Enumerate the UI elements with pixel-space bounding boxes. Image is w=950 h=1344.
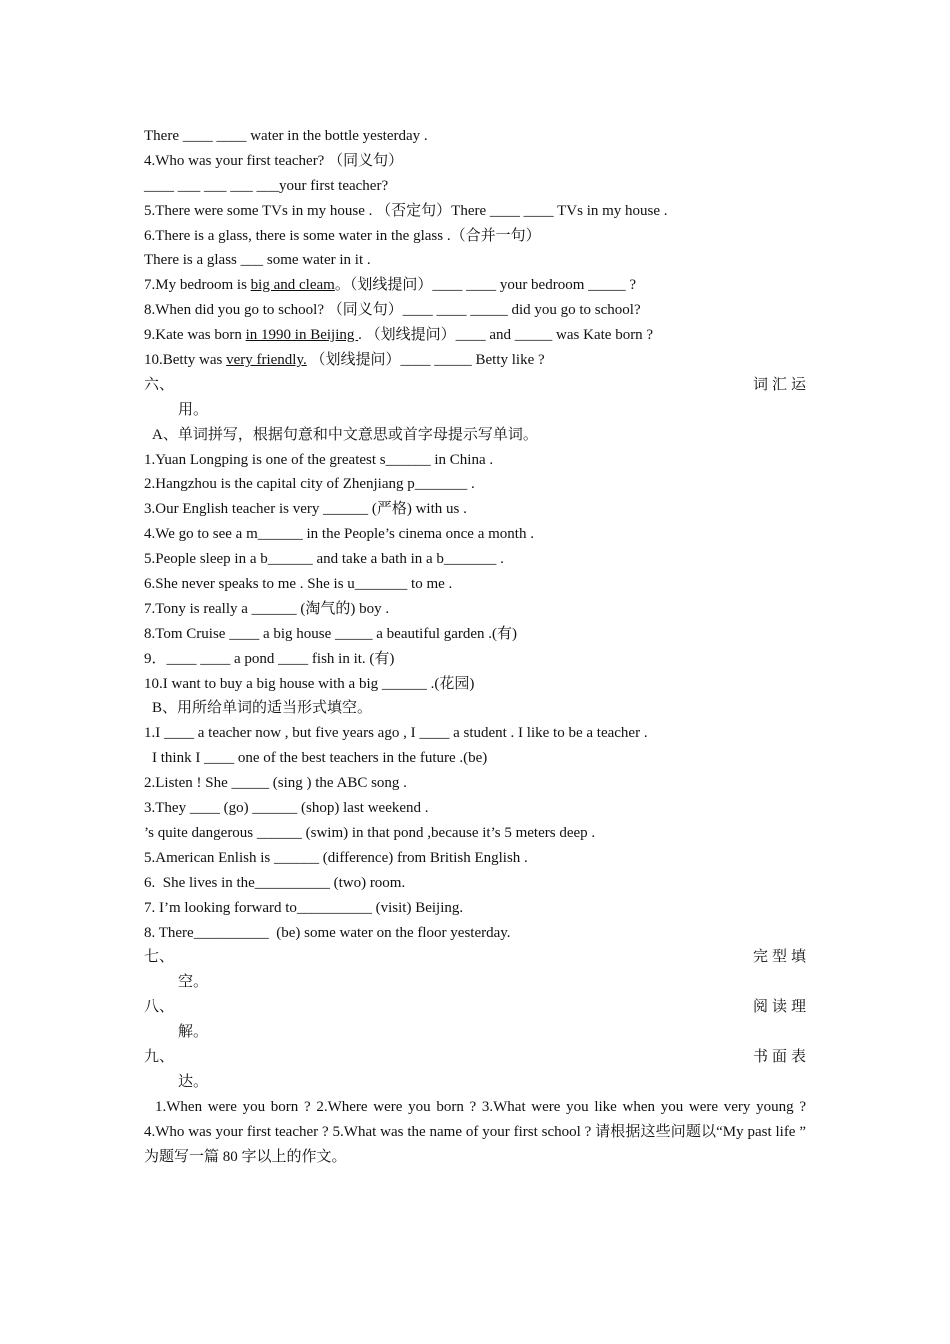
list-item: I think I ____ one of the best teachers in the future .(be) xyxy=(152,750,488,767)
list-item: 5.American Enlish is ______ (difference) from British English . xyxy=(144,849,528,866)
line-text: （划线提问）____ _____ Betty like ? xyxy=(306,352,545,369)
section-number: 七、 xyxy=(144,949,175,966)
writing-prompt: 1.When were you born ? 2.Where were you born ? 3.What were you like when you were very young ? 4.Who was your first teacher ? 5.What was the name of your first school ? 请根据这些问题以“My past life ” 为题写一篇 80 字以上的作文。 xyxy=(144,1098,806,1165)
line-text: 10.Betty was xyxy=(144,352,227,369)
exercise-line: 4.Who was your first teacher? （同义句） xyxy=(144,152,404,169)
list-item: 2.Listen ! She _____ (sing ) the ABC song . xyxy=(144,775,407,792)
section-heading-7 xyxy=(144,945,810,970)
worksheet-page xyxy=(144,124,810,1169)
part-a-heading: A、单词拼写，根据句意和中文意思或首字母提示写单词。 xyxy=(152,426,538,443)
section-heading-6 xyxy=(144,373,810,398)
list-item: 4.We go to see a m______ in the People’s cinema once a month . xyxy=(144,526,534,543)
list-item: 2.Hangzhou is the capital city of Zhenjiang p_______ . xyxy=(144,476,475,493)
list-item: 6.She never speaks to me . She is u_______ to me . xyxy=(144,576,453,593)
line-text: 7.My bedroom is xyxy=(144,277,251,294)
list-item: 1.I ____ a teacher now , but five years ago , I ____ a student . I like to be a teacher . xyxy=(144,725,648,742)
underlined-phrase: big and cleam xyxy=(250,277,335,294)
section-title-continued: 达。 xyxy=(178,1073,209,1090)
section-number: 八、 xyxy=(144,999,175,1016)
section-heading-9 xyxy=(144,1045,810,1070)
section-number: 六、 xyxy=(144,376,175,393)
list-item: 3.Our English teacher is very ______ (严格) with us . xyxy=(144,501,467,518)
exercise-line xyxy=(144,323,806,348)
list-item: 7.Tony is really a ______ (淘气的) boy . xyxy=(144,600,390,617)
line-text: 。（划线提问）____ ____ your bedroom _____ ? xyxy=(334,277,637,294)
exercise-line: There is a glass ___ some water in it . xyxy=(144,252,371,269)
list-item: 5.People sleep in a b______ and take a bath in a b_______ . xyxy=(144,551,504,568)
section-title: 书面表 xyxy=(752,1048,810,1065)
list-item: 7. I’m looking forward to__________ (visit) Beijing. xyxy=(144,899,464,916)
list-item: 6. She lives in the__________ (two) room. xyxy=(144,874,406,891)
list-item: 9．____ ____ a pond ____ fish in it. (有) xyxy=(144,650,395,667)
section-title: 完型填 xyxy=(752,949,810,966)
section-title: 词汇运 xyxy=(752,376,810,393)
list-item: 8.Tom Cruise ____ a big house _____ a beautiful garden .(有) xyxy=(144,625,518,642)
exercise-line xyxy=(144,348,806,373)
underlined-phrase: in 1990 in Beijing xyxy=(245,327,359,344)
exercise-line: 6.There is a glass, there is some water in the glass .（合并一句） xyxy=(144,227,541,244)
section-title-continued: 空。 xyxy=(178,974,209,991)
exercise-line: 8.When did you go to school? （同义句）____ ____ _____ did you go to school? xyxy=(144,302,641,319)
exercise-line xyxy=(144,273,806,298)
list-item: 8. There__________ (be) some water on the floor yesterday. xyxy=(144,924,511,941)
section-heading-8 xyxy=(144,995,810,1020)
list-item: 10.I want to buy a big house with a big ______ .(花园) xyxy=(144,675,475,692)
line-text: . （划线提问）____ and _____ was Kate born ? xyxy=(358,327,654,344)
part-b-heading: B、用所给单词的适当形式填空。 xyxy=(152,700,373,717)
exercise-line: There ____ ____ water in the bottle yesterday . xyxy=(144,128,428,144)
line-text: 9.Kate was born xyxy=(144,327,246,344)
section-number: 九、 xyxy=(144,1048,175,1065)
underlined-phrase: very friendly. xyxy=(226,352,307,369)
exercise-line: ____ ___ ___ ___ ___your first teacher? xyxy=(144,177,389,194)
section-title-continued: 解。 xyxy=(178,1024,209,1041)
list-item: ’s quite dangerous ______ (swim) in that pond ,because it’s 5 meters deep . xyxy=(144,824,596,841)
exercise-line: 5.There were some TVs in my house . （否定句）There ____ ____ TVs in my house . xyxy=(144,202,668,219)
list-item: 3.They ____ (go) ______ (shop) last weekend . xyxy=(144,800,429,817)
list-item: 1.Yuan Longping is one of the greatest s______ in China . xyxy=(144,451,494,468)
section-title: 阅读理 xyxy=(752,999,810,1016)
section-title-continued: 用。 xyxy=(178,401,209,418)
